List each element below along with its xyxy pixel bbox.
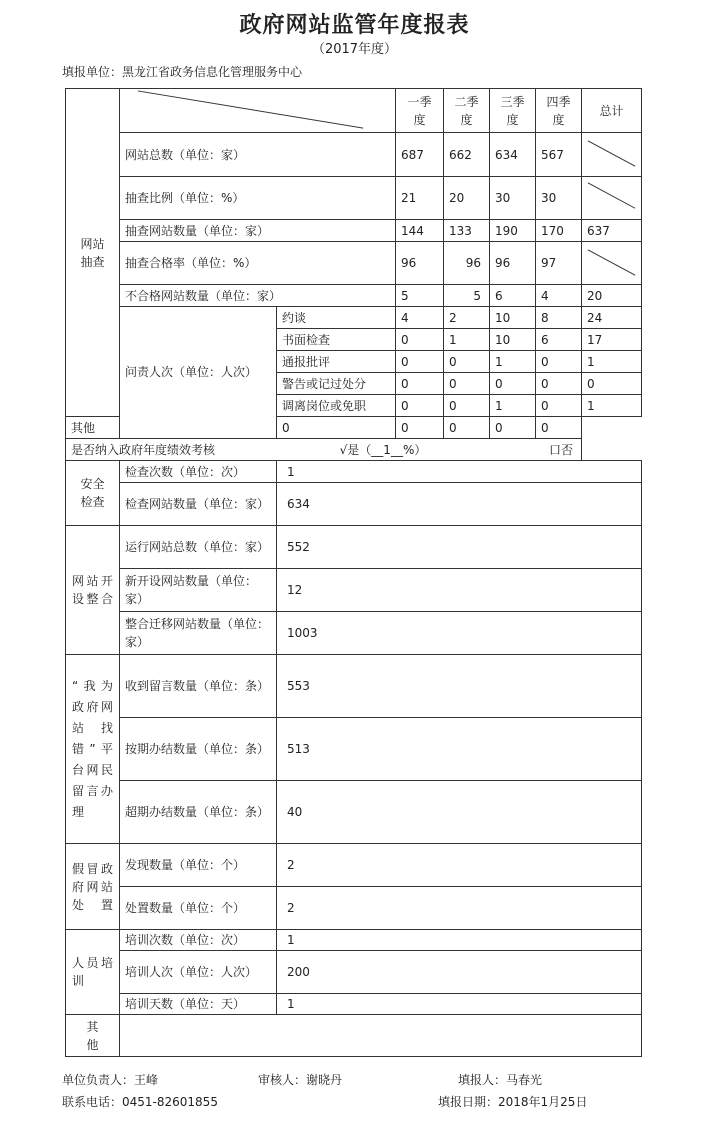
reviewer: 审核人：谢晓丹 (258, 1073, 343, 1087)
cell-q4: 567 (536, 133, 582, 177)
row-value: 40 (277, 781, 642, 844)
cell-q1: 0 (277, 417, 396, 439)
cell-q3: 0 (444, 417, 490, 439)
cell-q4: 97 (536, 242, 582, 285)
section-fake-sites: 假冒政府网站处置 (66, 844, 120, 930)
row-value: 513 (277, 718, 642, 781)
cell-total: 24 (582, 307, 642, 329)
cell-q1: 96 (396, 242, 444, 285)
cell-total: 20 (582, 285, 642, 307)
section-staff: 人员培训 (66, 930, 120, 1015)
cell-q1: 4 (396, 307, 444, 329)
row-value: 1 (277, 930, 642, 951)
cell-total: 0 (582, 373, 642, 395)
cell-q2: 20 (444, 177, 490, 220)
cell-total-empty (582, 242, 642, 285)
cell-q3: 30 (490, 177, 536, 220)
row-value: 12 (277, 569, 642, 612)
row-label: 抽查比例（单位：%） (120, 177, 396, 220)
row-label: 超期办结数量（单位：条） (120, 781, 277, 844)
row-value: 1 (277, 461, 642, 483)
cell-q4: 0 (536, 395, 582, 417)
header-q3: 三季度 (490, 89, 536, 133)
accountability-item: 其他 (66, 417, 120, 439)
cell-q3: 10 (490, 329, 536, 351)
header-q1: 一季度 (396, 89, 444, 133)
filing-unit: 填报单位：黑龙江省政务信息化管理服务中心 (62, 65, 303, 79)
cell-total: 637 (582, 220, 642, 242)
row-value: 552 (277, 526, 642, 569)
diagonal-line (582, 177, 641, 219)
cell-total-empty (582, 177, 642, 220)
section-consolidation: 网站开设整合 (66, 526, 120, 655)
cell-q1: 0 (396, 329, 444, 351)
report-year: （2017年度） (311, 42, 398, 57)
cell-q4: 8 (536, 307, 582, 329)
cell-q2: 96 (444, 242, 490, 285)
row-value: 1 (277, 994, 642, 1015)
cell-q1: 21 (396, 177, 444, 220)
cell-q3: 634 (490, 133, 536, 177)
row-label: 检查网站数量（单位：家） (120, 483, 277, 526)
header-q4: 四季度 (536, 89, 582, 133)
cell-q3: 10 (490, 307, 536, 329)
assessment-yes: √是（__1__%） (277, 439, 490, 461)
header-diagonal-line (120, 89, 395, 132)
cell-q2: 2 (444, 307, 490, 329)
cell-q1: 0 (396, 351, 444, 373)
row-label: 培训次数（单位：次） (120, 930, 277, 951)
cell-q2: 0 (444, 373, 490, 395)
section-other: 其他 (66, 1015, 120, 1057)
row-value: 634 (277, 483, 642, 526)
other-content (120, 1015, 642, 1057)
cell-q2: 5 (444, 285, 490, 307)
row-label: 处置数量（单位：个） (120, 887, 277, 930)
assessment-no: 口否 (490, 439, 582, 461)
cell-q4: 6 (536, 329, 582, 351)
accountability-item: 书面检查 (277, 329, 396, 351)
row-label: 不合格网站数量（单位：家） (120, 285, 396, 307)
header-diagonal-cell (120, 89, 396, 133)
cell-total: 1 (582, 351, 642, 373)
cell-q3: 1 (490, 395, 536, 417)
cell-q3: 6 (490, 285, 536, 307)
accountability-item: 调离岗位或免职 (277, 395, 396, 417)
cell-q4: 170 (536, 220, 582, 242)
row-value: 200 (277, 951, 642, 994)
diagonal-line (582, 133, 641, 176)
cell-q2: 0 (444, 351, 490, 373)
row-value: 2 (277, 844, 642, 887)
cell-q3: 1 (490, 351, 536, 373)
accountability-item: 通报批评 (277, 351, 396, 373)
cell-total: 17 (582, 329, 642, 351)
cell-total: 0 (536, 417, 582, 439)
cell-q4: 0 (536, 351, 582, 373)
leader: 单位负责人：王峰 (62, 1073, 159, 1087)
report-title: 政府网站监管年度报表 (239, 12, 470, 38)
row-label: 抽查合格率（单位：%） (120, 242, 396, 285)
cell-q1: 5 (396, 285, 444, 307)
row-label: 按期办结数量（单位：条） (120, 718, 277, 781)
cell-q2: 662 (444, 133, 490, 177)
phone: 联系电话：0451-82601855 (62, 1095, 218, 1109)
row-label: 培训天数（单位：天） (120, 994, 277, 1015)
cell-q1: 144 (396, 220, 444, 242)
section-error-platform: “我为政府网站找错”平台网民留言办理 (66, 655, 120, 844)
cell-q2: 1 (444, 329, 490, 351)
row-label: 发现数量（单位：个） (120, 844, 277, 887)
row-label: 收到留言数量（单位：条） (120, 655, 277, 718)
cell-q2: 0 (444, 395, 490, 417)
cell-q4: 4 (536, 285, 582, 307)
row-label: 新开设网站数量（单位：家） (120, 569, 277, 612)
row-label: 抽查网站数量（单位：家） (120, 220, 396, 242)
row-label: 检查次数（单位：次） (120, 461, 277, 483)
cell-q4: 0 (536, 373, 582, 395)
report-table (65, 88, 642, 1057)
section-security: 安全检查 (66, 461, 120, 526)
accountability-item: 约谈 (277, 307, 396, 329)
cell-q3: 190 (490, 220, 536, 242)
cell-q3: 96 (490, 242, 536, 285)
row-label: 网站总数（单位：家） (120, 133, 396, 177)
row-value: 553 (277, 655, 642, 718)
fill-date: 填报日期：2018年1月25日 (438, 1095, 588, 1109)
cell-q1: 0 (396, 395, 444, 417)
cell-q4: 30 (536, 177, 582, 220)
filler: 填报人：马春光 (458, 1073, 543, 1087)
header-total: 总计 (582, 89, 642, 133)
assessment-label: 是否纳入政府年度绩效考核 (66, 439, 277, 461)
header-q2: 二季度 (444, 89, 490, 133)
cell-q4: 0 (490, 417, 536, 439)
cell-total: 1 (582, 395, 642, 417)
row-value: 2 (277, 887, 642, 930)
row-label: 培训人次（单位：人次） (120, 951, 277, 994)
accountability-item: 警告或记过处分 (277, 373, 396, 395)
row-value: 1003 (277, 612, 642, 655)
cell-q3: 0 (490, 373, 536, 395)
cell-q2: 133 (444, 220, 490, 242)
cell-q1: 687 (396, 133, 444, 177)
cell-total-empty (582, 133, 642, 177)
row-label: 运行网站总数（单位：家） (120, 526, 277, 569)
diagonal-line (582, 242, 641, 284)
accountability-label: 问责人次（单位：人次） (120, 307, 277, 439)
cell-q1: 0 (396, 373, 444, 395)
cell-q2: 0 (396, 417, 444, 439)
row-label: 整合迁移网站数量（单位：家） (120, 612, 277, 655)
section-spot-check: 网站抽查 (66, 89, 120, 417)
